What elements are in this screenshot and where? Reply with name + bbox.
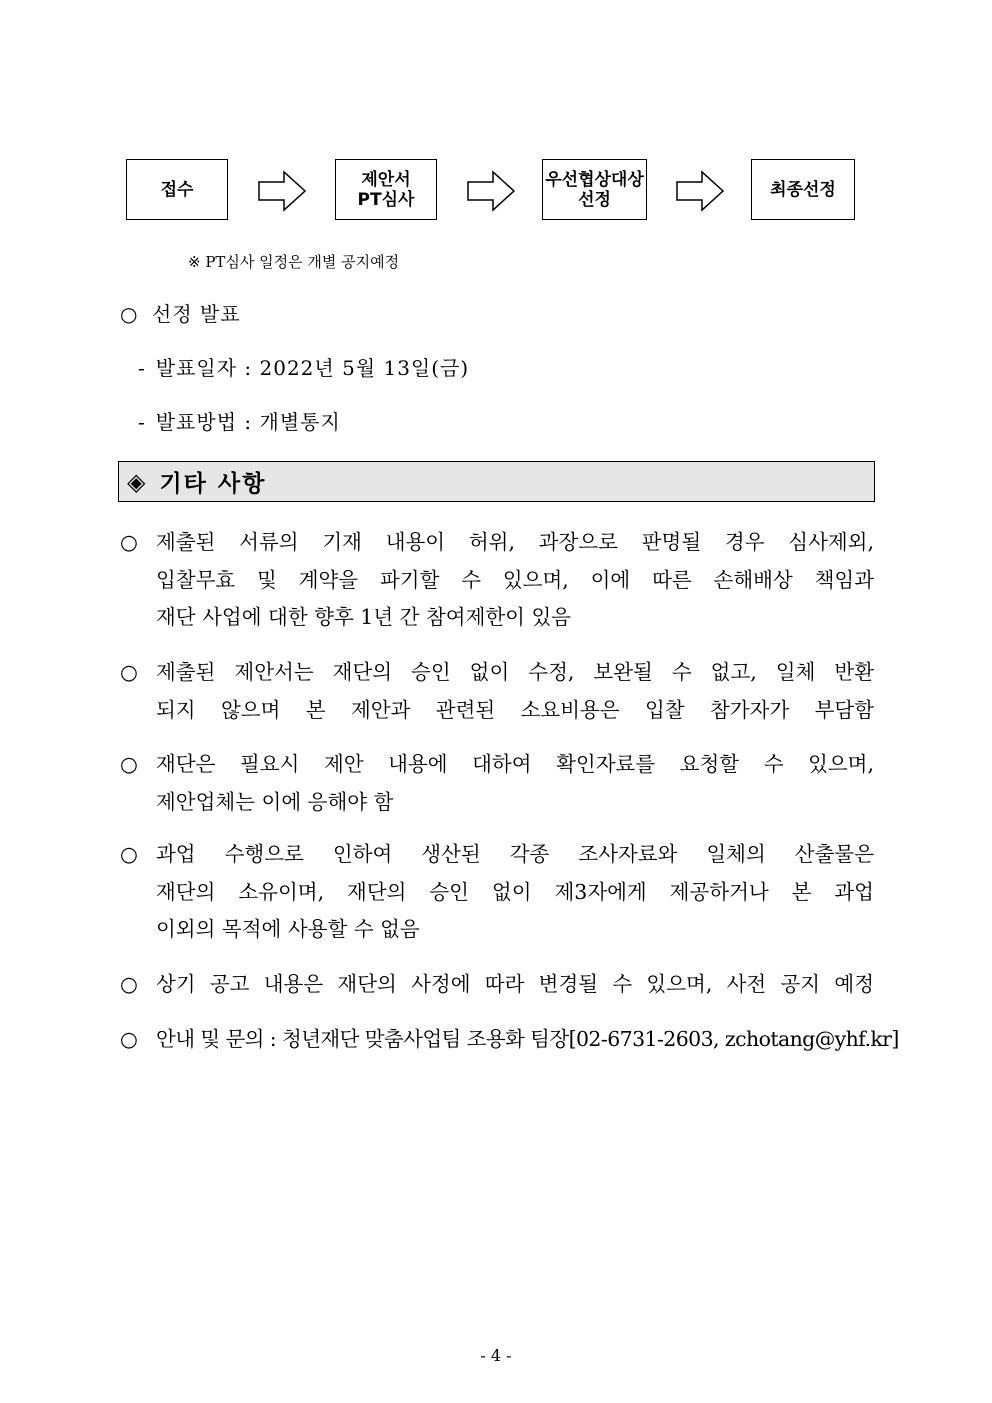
note-item: [120, 966, 874, 1004]
flow-step-label: 최종선정: [770, 179, 836, 200]
note-line: 재단 사업에 대한 향후 1년 간 참여제한이 있음: [156, 605, 572, 629]
note-line: 재단의 소유이며, 재단의 승인 없이 제3자에게 제공하거나 본 과업: [156, 879, 874, 904]
right-arrow-icon: [466, 169, 516, 213]
note-item: [120, 746, 874, 821]
bullet-circle: ○: [120, 752, 138, 776]
bullet-circle: ○: [120, 842, 138, 866]
bullet-circle: ○: [120, 302, 139, 326]
bullet-circle: ○: [120, 1027, 138, 1051]
section-banner: [118, 461, 875, 502]
note-line: 제출된 서류의 기재 내용이 허위, 과장으로 판명될 경우 심사제외,: [156, 530, 874, 554]
note-item: [120, 1021, 899, 1059]
flow-step-label: 우선협상대상 선정: [545, 169, 644, 210]
process-flow: [0, 159, 992, 223]
diamond-icon: ◈: [127, 467, 148, 496]
flow-step-receipt: [126, 159, 228, 220]
right-arrow-icon: [675, 169, 725, 213]
note-item: [120, 654, 874, 729]
page-number: - 4 -: [480, 1346, 512, 1365]
announcement-title: 선정 발표: [152, 302, 241, 326]
note-line: 과업 수행으로 인하여 생산된 각종 조사자료와 일체의 산출물은: [156, 842, 874, 866]
announcement-method-text: 발표방법 : 개별통지: [155, 410, 341, 434]
note-line: 되지 않으며 본 제안과 관련된 소요비용은 입찰 참가자가 부담함: [156, 697, 874, 722]
bullet-circle: ○: [120, 972, 138, 996]
flow-note: ※ PT심사 일정은 개별 공지예정: [188, 253, 400, 271]
note-line: 제안업체는 이에 응해야 함: [156, 789, 394, 814]
note-line: 입찰무효 및 계약을 파기할 수 있으며, 이에 따른 손해배상 책임과: [156, 567, 874, 592]
bullet-dash: -: [138, 410, 146, 434]
note-line: 이외의 목적에 사용할 수 없음: [156, 917, 420, 941]
note-item: [120, 836, 874, 949]
flow-step-label: 접수: [160, 179, 194, 200]
note-line: 상기 공고 내용은 재단의 사정에 따라 변경될 수 있으며, 사전 공지 예정: [156, 972, 874, 996]
bullet-dash: -: [138, 356, 146, 380]
announcement-heading: [120, 298, 241, 327]
bullet-circle: ○: [120, 660, 138, 684]
flow-step-label: 제안서 PT심사: [357, 169, 415, 210]
announcement-method: [138, 406, 341, 435]
note-item: [120, 524, 874, 637]
note-line: 재단은 필요시 제안 내용에 대하여 확인자료를 요청할 수 있으며,: [156, 752, 874, 776]
flow-step-final: [751, 159, 855, 220]
flow-step-pt-review: [335, 159, 437, 220]
flow-step-priority: [542, 159, 647, 220]
contact-line: 안내 및 문의 : 청년재단 맞춤사업팀 조용화 팀장[02-6731-2603, zchotang@yhf.kr]: [156, 1027, 899, 1051]
announcement-date-text: 발표일자 : 2022년 5월 13일(금): [155, 356, 470, 380]
right-arrow-icon: [257, 169, 307, 213]
announcement-date: [138, 352, 469, 381]
note-line: 제출된 제안서는 재단의 승인 없이 수정, 보완될 수 없고, 일체 반환: [156, 660, 874, 684]
section-title: 기타 사항: [159, 471, 267, 497]
bullet-circle: ○: [120, 530, 138, 554]
